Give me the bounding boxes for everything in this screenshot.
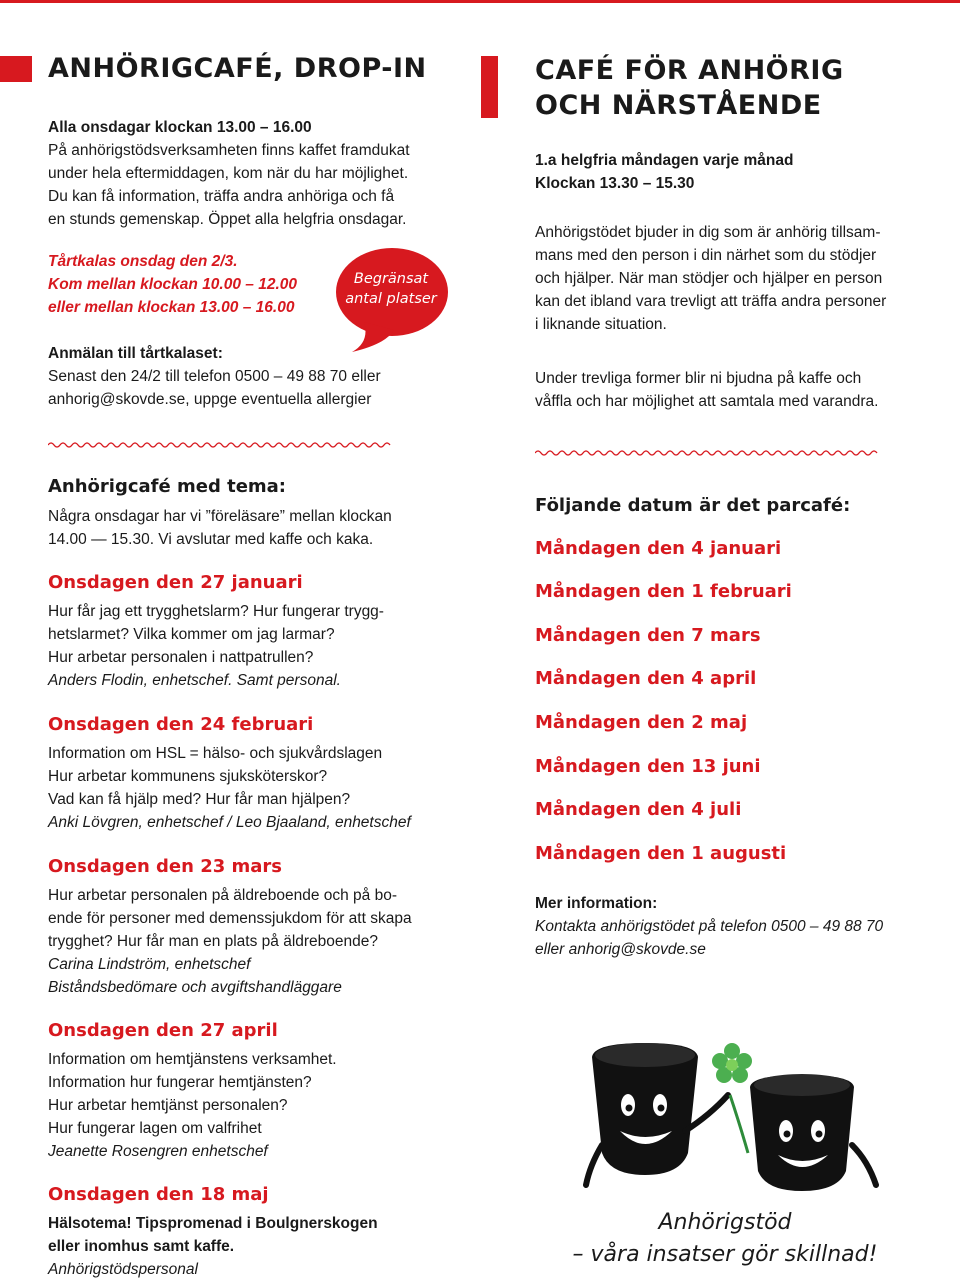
session bbox=[48, 571, 448, 692]
bubble-line: antal platser bbox=[345, 291, 437, 307]
session-line: hetslarmet? Vilka kommer om jag larmar? bbox=[48, 626, 335, 643]
session-line: Hur arbetar kommunens sjuksköterskor? bbox=[48, 768, 328, 785]
parcafe-line: och hjälper. När man stödjer och hjälper en person bbox=[535, 270, 883, 287]
session-line: eller inomhus samt kaffe. bbox=[48, 1238, 235, 1255]
session-line: Vad kan få hjälp med? Hur får man hjälpen? bbox=[48, 791, 351, 808]
signup-line: anhorig@skovde.se, uppge eventuella allergier bbox=[48, 391, 372, 408]
coffee-cups-illustration-icon bbox=[580, 1035, 880, 1195]
session-line: Hälsotema! Tipspromenad i Boulgnerskogen bbox=[48, 1215, 378, 1232]
date-item: Måndagen den 1 augusti bbox=[535, 843, 787, 864]
dropin-line: under hela eftermiddagen, kom när du har möjlighet. bbox=[48, 165, 409, 182]
session-line: Hur arbetar personalen på äldreboende och på bo- bbox=[48, 887, 397, 904]
parcafe-line: Under trevliga former blir ni bjudna på kaffe och bbox=[535, 370, 862, 387]
theme-intro-line: Några onsdagar har vi ”föreläsare” mellan klockan bbox=[48, 508, 392, 525]
session bbox=[48, 1019, 448, 1163]
dropin-section bbox=[48, 51, 468, 86]
session-date: Onsdagen den 18 maj bbox=[48, 1184, 269, 1205]
parcafe-para bbox=[535, 221, 935, 336]
parcafe-line: i liknande situation. bbox=[535, 316, 667, 333]
parcafe-line: kan det ibland vara trevligt att träffa andra personer bbox=[535, 293, 887, 310]
session-line: Information om HSL = hälso- och sjukvårdslagen bbox=[48, 745, 383, 762]
more-line: eller anhorig@skovde.se bbox=[535, 941, 706, 958]
title-accent-bar bbox=[0, 56, 32, 82]
more-line: Kontakta anhörigstödet på telefon 0500 – 49 88 70 bbox=[535, 918, 884, 935]
parcafe-para bbox=[535, 367, 935, 413]
session bbox=[48, 855, 448, 999]
right-cup-icon bbox=[750, 1074, 876, 1191]
session-speaker: Biståndsbedömare och avgiftshandläggare bbox=[48, 979, 342, 996]
signup-info bbox=[48, 342, 448, 411]
session-speaker: Jeanette Rosengren enhetschef bbox=[48, 1143, 268, 1160]
session-line: Hur arbetar hemtjänst personalen? bbox=[48, 1097, 288, 1114]
session bbox=[48, 1183, 448, 1281]
flower-icon bbox=[712, 1043, 752, 1153]
date-item: Måndagen den 1 februari bbox=[535, 581, 792, 602]
session-date: Onsdagen den 24 februari bbox=[48, 714, 314, 735]
bubble-text bbox=[336, 269, 446, 309]
more-info bbox=[535, 892, 935, 961]
parcafe-schedule-line: Klockan 13.30 – 15.30 bbox=[535, 175, 695, 192]
session-speaker: Anhörigstödspersonal bbox=[48, 1261, 198, 1278]
session-speaker: Carina Lindström, enhetschef bbox=[48, 956, 251, 973]
parcafe-schedule bbox=[535, 149, 935, 195]
dropin-line: en stunds gemenskap. Öppet alla helgfria onsdagar. bbox=[48, 211, 407, 228]
left-cup-icon bbox=[586, 1043, 728, 1185]
session-line: Information om hemtjänstens verksamhet. bbox=[48, 1051, 337, 1068]
session-line: trygghet? Hur får man en plats på äldreboende? bbox=[48, 933, 379, 950]
more-head: Mer information: bbox=[535, 895, 658, 912]
dropin-line: Du kan få information, träffa andra anhöriga och få bbox=[48, 188, 395, 205]
date-item: Måndagen den 4 januari bbox=[535, 538, 782, 559]
date-item: Måndagen den 2 maj bbox=[535, 712, 748, 733]
parcafe-schedule-line: 1.a helgfria måndagen varje månad bbox=[535, 152, 794, 169]
theme-head: Anhörigcafé med tema: bbox=[48, 476, 287, 497]
signup-line: Senast den 24/2 till telefon 0500 – 49 88 70 eller bbox=[48, 368, 381, 385]
signup-head: Anmälan till tårtkalaset: bbox=[48, 345, 223, 362]
parcafe-title-line: OCH NÄRSTÅENDE bbox=[535, 90, 822, 121]
session-line: Hur arbetar personalen i nattpatrullen? bbox=[48, 649, 314, 666]
dates-head: Följande datum är det parcafé: bbox=[535, 495, 851, 516]
session-date: Onsdagen den 27 april bbox=[48, 1020, 278, 1041]
parcafe-line: våffla och har möjlighet att samtala med varandra. bbox=[535, 393, 879, 410]
date-item: Måndagen den 4 juli bbox=[535, 799, 742, 820]
date-item: Måndagen den 4 april bbox=[535, 668, 757, 689]
session-date: Onsdagen den 27 januari bbox=[48, 572, 303, 593]
slogan-line-1: Anhörigstöd bbox=[658, 1210, 792, 1235]
date-item: Måndagen den 7 mars bbox=[535, 625, 761, 646]
dropin-schedule: Alla onsdagar klockan 13.00 – 16.00 bbox=[48, 119, 312, 136]
slogan bbox=[560, 1207, 890, 1271]
wavy-divider bbox=[535, 448, 903, 458]
session-speaker: Anki Lövgren, enhetschef / Leo Bjaaland, enhetschef bbox=[48, 814, 411, 831]
parcafe-title bbox=[535, 53, 935, 123]
party-line: Tårtkalas onsdag den 2/3. bbox=[48, 253, 238, 270]
session-line: Hur får jag ett trygghetslarm? Hur fungerar trygg- bbox=[48, 603, 384, 620]
session-speaker: Anders Flodin, enhetschef. Samt personal. bbox=[48, 672, 341, 689]
bubble-line: Begränsat bbox=[353, 271, 429, 287]
dropin-body bbox=[48, 116, 448, 231]
party-line: Kom mellan klockan 10.00 – 12.00 bbox=[48, 276, 297, 293]
party-line: eller mellan klockan 13.00 – 16.00 bbox=[48, 299, 295, 316]
theme-intro bbox=[48, 475, 448, 551]
parcafe-title-line: CAFÉ FÖR ANHÖRIG bbox=[535, 55, 844, 86]
session bbox=[48, 713, 448, 834]
dropin-title: ANHÖRIGCAFÉ, DROP-IN bbox=[48, 53, 427, 84]
title-accent-bar bbox=[481, 56, 498, 118]
parcafe-line: mans med den person i din närhet som du stödjer bbox=[535, 247, 877, 264]
session-line: Information hur fungerar hemtjänsten? bbox=[48, 1074, 312, 1091]
top-rule bbox=[0, 0, 960, 3]
session-line: Hur fungerar lagen om valfrihet bbox=[48, 1120, 262, 1137]
theme-intro-line: 14.00 — 15.30. Vi avslutar med kaffe och kaka. bbox=[48, 531, 374, 548]
session-line: ende för personer med demenssjukdom för att skapa bbox=[48, 910, 412, 927]
session-date: Onsdagen den 23 mars bbox=[48, 856, 283, 877]
date-item: Måndagen den 13 juni bbox=[535, 756, 761, 777]
slogan-line-2: – våra insatser gör skillnad! bbox=[572, 1242, 878, 1267]
parcafe-line: Anhörigstödet bjuder in dig som är anhörig tillsam- bbox=[535, 224, 881, 241]
wavy-divider bbox=[48, 440, 416, 450]
dropin-line: På anhörigstödsverksamheten finns kaffet framdukat bbox=[48, 142, 410, 159]
